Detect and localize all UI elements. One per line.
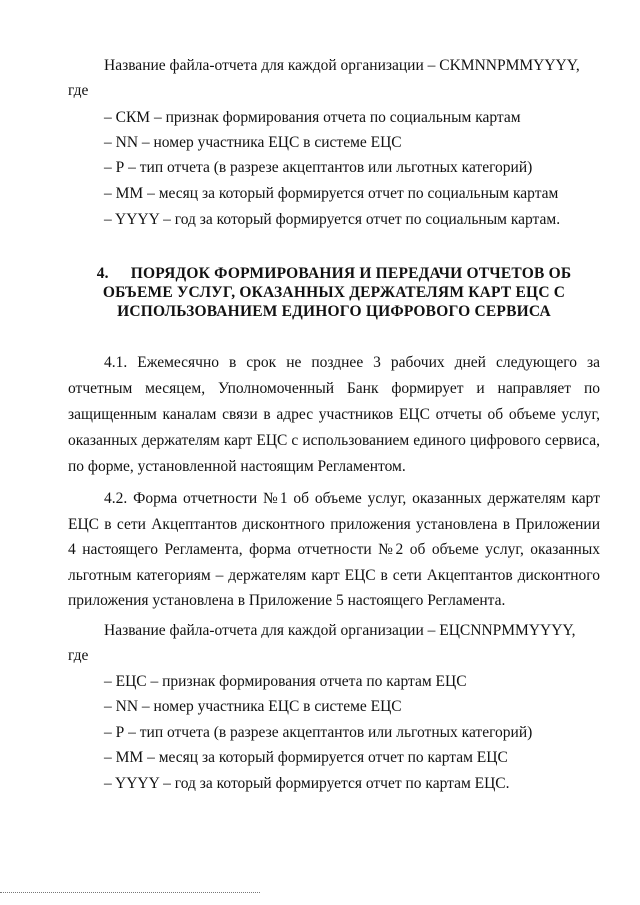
- list-item: – ММ – месяц за который формируется отчет по социальным картам: [104, 185, 559, 202]
- where-label-2: где: [68, 647, 89, 664]
- list-item: – ММ – месяц за который формируется отчет по картам ЕЦС: [104, 749, 508, 766]
- list-item: – YYYY – год за который формируется отчет по картам ЕЦС.: [104, 775, 510, 792]
- heading-line-1: 4. ПОРЯДОК ФОРМИРОВАНИЯ И ПЕРЕДАЧИ ОТЧЕТОВ ОБ: [96, 265, 572, 282]
- paragraph-4-1: 4.1. Ежемесячно в срок не позднее 3 рабочих дней следующего за отчетным месяцем, Уполномоченный Банк формирует и направляет по защищенным каналам связи в адрес участников ЕЦС отчеты об объеме услуг, оказанных держателям карт ЕЦС с использованием единого цифрового сервиса, по форме, установленной настоящим Регламентом.: [68, 354, 600, 475]
- heading-line-2: ОБЪЕМЕ УСЛУГ, ОКАЗАННЫХ ДЕРЖАТЕЛЯМ КАРТ ЕЦС С: [102, 284, 566, 301]
- list-item: – NN – номер участника ЕЦС в системе ЕЦС: [104, 698, 402, 715]
- heading-line-3: ИСПОЛЬЗОВАНИЕМ ЕДИНОГО ЦИФРОВОГО СЕРВИСА: [117, 303, 551, 320]
- list-item: – Р – тип отчета (в разрезе акцептантов или льготных категорий): [104, 724, 533, 741]
- paragraph-4-2: 4.2. Форма отчетности №1 об объеме услуг, оказанных держателям карт ЕЦС в сети Акцептантов дисконтного приложения установлена в Приложении 4 настоящего Регламента, форма отчетности №2 об объеме услуг, оказанных льготным категориям – держателям карт ЕЦС в сети Акцептантов дисконтного приложения установлена в Приложение 5 настоящего Регламента.: [68, 490, 600, 609]
- list-item: – ЕЦС – признак формирования отчета по картам ЕЦС: [104, 673, 467, 690]
- heading-number: 4.: [96, 265, 109, 282]
- list-item: – NN – номер участника ЕЦС в системе ЕЦС: [104, 134, 402, 151]
- list-item: – Р – тип отчета (в разрезе акцептантов или льготных категорий): [104, 159, 533, 176]
- list-item: – YYYY – год за который формируется отчет по социальным картам.: [104, 211, 561, 228]
- filename-line-1: Название файла-отчета для каждой организации – CKMNNPMMYYYY,: [104, 57, 580, 74]
- filename-line-2: Название файла-отчета для каждой организации – ЕЦCNNPMMYYYY,: [104, 622, 576, 639]
- scan-artifact-divider: [0, 892, 260, 894]
- section-heading: [68, 264, 600, 321]
- list-item: – СКМ – признак формирования отчета по социальным картам: [104, 109, 521, 126]
- where-label-1: где: [68, 82, 89, 99]
